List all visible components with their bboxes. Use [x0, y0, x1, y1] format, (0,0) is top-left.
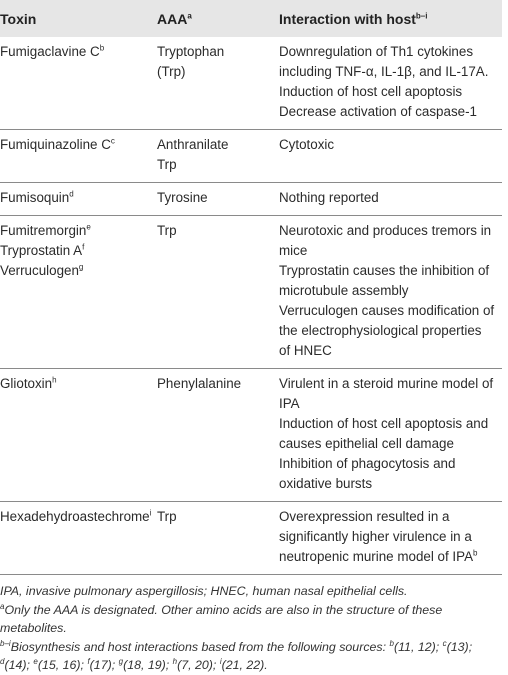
aaa-text: Trp	[157, 509, 177, 524]
toxin-name-text: Fumiquinazoline C	[0, 137, 111, 152]
interaction-text	[279, 82, 496, 102]
toxin-name-text: Verruculogen	[0, 263, 79, 278]
interaction-text	[279, 507, 496, 567]
footnote-a	[0, 601, 498, 638]
interaction-text-content: Inhibition of phagocytosis and oxidative bursts	[279, 456, 456, 491]
footnote-a-sup: a	[0, 601, 5, 611]
interaction-text	[279, 102, 496, 122]
footnote-b-i	[0, 638, 498, 675]
table-row	[0, 130, 502, 183]
aaa-text: Tyrosine	[157, 190, 208, 205]
aaa-text: Trp	[157, 223, 177, 238]
table-footnotes	[0, 582, 502, 675]
source-separator: ;	[26, 658, 34, 672]
aaa-text: Phenylalanine	[157, 376, 242, 391]
interaction-text-content: Verruculogen causes modification of the electrophysiological properties of HNEC	[279, 303, 495, 358]
source-sup: e	[33, 656, 38, 666]
source-ref[interactable]: (7, 20)	[177, 658, 213, 672]
interaction-text-content: Tryprostatin causes the inhibition of microtubule assembly	[279, 263, 490, 298]
aaa-text: Anthranilate	[157, 137, 229, 152]
source-ref[interactable]: (18, 19)	[123, 658, 166, 672]
cell-aaa	[157, 502, 279, 575]
cell-aaa	[157, 37, 279, 130]
source-ref[interactable]: (17)	[89, 658, 112, 672]
table-row	[0, 216, 502, 369]
source-separator: ;	[165, 658, 173, 672]
toxin-name	[0, 221, 151, 241]
interaction-text-content: Cytotoxic	[279, 137, 335, 152]
interaction-text-content: Overexpression resulted in a significantly higher virulence in a neutropenic murine model of IPA	[279, 509, 474, 564]
interaction-text-content: Downregulation of Th1 cytokines including TNF-α, IL-1β, and IL-17A.	[279, 44, 489, 79]
cell-aaa	[157, 216, 279, 369]
toxin-name-text: Fumisoquin	[0, 190, 70, 205]
interaction-text	[279, 188, 496, 208]
cell-toxin	[0, 37, 157, 130]
source-separator: ;	[435, 639, 443, 654]
header-aaa-sup: a	[187, 11, 192, 21]
cell-interaction	[279, 502, 502, 575]
footnote-abbreviations: IPA, invasive pulmonary aspergillosis; HNEC, human nasal epithelial cells.	[0, 584, 408, 598]
source-ref[interactable]: (11, 12)	[393, 639, 436, 654]
cell-toxin	[0, 502, 157, 575]
toxin-ref-sup: i	[149, 508, 152, 518]
header-aaa	[157, 0, 279, 37]
header-toxin-label: Toxin	[0, 11, 37, 27]
header-toxin	[0, 0, 157, 37]
interaction-text	[279, 261, 496, 301]
cell-toxin	[0, 183, 157, 216]
interaction-text	[279, 301, 496, 361]
table-row	[0, 183, 502, 216]
interaction-text	[279, 454, 496, 494]
cell-aaa	[157, 130, 279, 183]
cell-interaction	[279, 183, 502, 216]
toxin-name-text: Fumigaclavine C	[0, 44, 100, 59]
source-ref[interactable]: (13)	[446, 639, 469, 654]
toxin-name	[0, 241, 151, 261]
source-separator: .	[264, 658, 268, 672]
toxin-ref-sup: h	[52, 375, 57, 385]
source-ref[interactable]: (14)	[4, 658, 27, 672]
toxin-ref-sup: g	[78, 262, 84, 272]
cell-toxin	[0, 130, 157, 183]
table-row	[0, 369, 502, 502]
source-sup: g	[118, 656, 124, 666]
interaction-ref-sup: b	[473, 548, 478, 558]
source-separator: ;	[80, 658, 88, 672]
cell-interaction	[279, 37, 502, 130]
source-ref[interactable]: (21, 22)	[221, 658, 265, 672]
source-sup: c	[442, 638, 447, 648]
source-separator: ;	[111, 658, 119, 672]
cell-toxin	[0, 216, 157, 369]
table-row	[0, 37, 502, 130]
cell-aaa	[157, 369, 279, 502]
toxin-name-text: Tryprostatin A	[0, 243, 83, 258]
interaction-text	[279, 135, 496, 155]
aaa-text: Trp	[157, 157, 177, 172]
toxin-ref-sup: e	[86, 222, 91, 232]
source-sup: b	[389, 638, 394, 648]
header-interaction-label: Interaction with host	[279, 11, 416, 27]
toxin-ref-sup: b	[99, 43, 105, 53]
footnote-bi-text: Biosynthesis and host interactions based from the following sources:	[10, 639, 390, 654]
source-sup: f	[87, 656, 90, 666]
interaction-text	[279, 42, 496, 82]
aaa-text: (Trp)	[157, 64, 186, 79]
toxin-name	[0, 374, 151, 394]
toxin-name-text: Hexadehydroastechrome	[0, 509, 150, 524]
header-interaction-sup: b–i	[415, 11, 428, 21]
cell-toxin	[0, 369, 157, 502]
cell-interaction	[279, 369, 502, 502]
source-ref[interactable]: (15, 16)	[37, 658, 81, 672]
interaction-text	[279, 221, 496, 261]
interaction-text-content: Induction of host cell apoptosis	[279, 84, 463, 99]
toxin-ref-sup: c	[110, 136, 115, 146]
interaction-text-content: Induction of host cell apoptosis and causes epithelial cell damage	[279, 416, 489, 451]
toxin-name-text: Gliotoxin	[0, 376, 53, 391]
source-sup: h	[172, 656, 178, 666]
toxin-ref-sup: d	[69, 189, 74, 199]
toxin-name	[0, 261, 151, 281]
toxin-name	[0, 135, 151, 155]
header-aaa-label: AAA	[157, 11, 188, 27]
interaction-text-content: Virulent in a steroid murine model of IPA	[279, 376, 494, 411]
source-sup: d	[0, 656, 5, 666]
interaction-text-content: Nothing reported	[279, 190, 379, 205]
footnote-a-text: Only the AAA is designated. Other amino acids are also in the structure of these metabolites.	[0, 602, 443, 635]
table-header	[0, 0, 502, 37]
toxin-ref-sup: f	[82, 242, 85, 252]
cell-interaction	[279, 216, 502, 369]
footnote-bi-sup: b–i	[0, 638, 11, 648]
source-separator: ;	[212, 658, 220, 672]
interaction-text-content: Decrease activation of caspase-1	[279, 104, 477, 119]
interaction-text-content: Neurotoxic and produces tremors in mice	[279, 223, 492, 258]
aaa-text: Tryptophan	[157, 44, 225, 59]
interaction-text	[279, 374, 496, 414]
toxin-name	[0, 188, 151, 208]
toxin-name	[0, 507, 151, 527]
toxin-name	[0, 42, 151, 62]
table-row	[0, 502, 502, 575]
toxin-name-text: Fumitremorgin	[0, 223, 87, 238]
header-interaction	[279, 0, 502, 37]
source-sup: i	[219, 656, 222, 666]
cell-interaction	[279, 130, 502, 183]
source-separator: ;	[468, 639, 473, 654]
table-body	[0, 37, 502, 575]
header-row	[0, 0, 502, 37]
cell-aaa	[157, 183, 279, 216]
interaction-text	[279, 414, 496, 454]
